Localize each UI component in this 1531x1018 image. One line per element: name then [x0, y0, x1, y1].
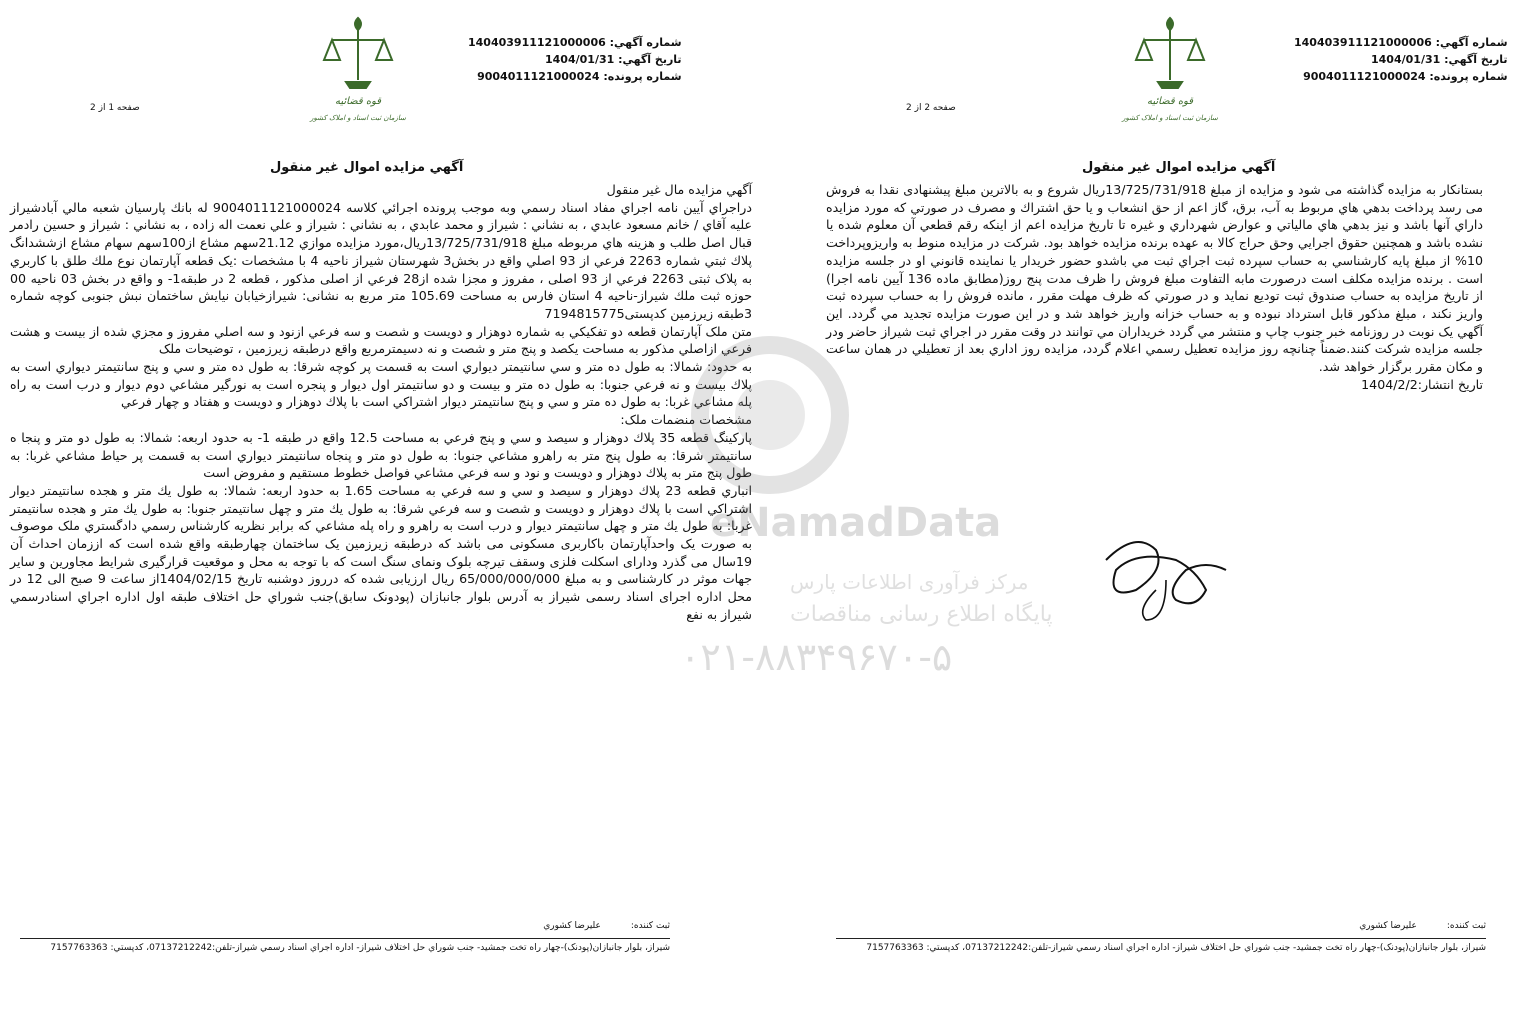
- body-paragraph: به حدود: شمالا: به طول ده متر و سي سانتيمتر ديواري است به قسمت پر كوچه شرقا: به طول ده متر و سي و پنج سانتيمتر ديواري است به پلاك بيست و نه فرعي جنوبا: به طول ده متر و بيست و دو سانتيمتر اول ديوار و پنجره است به نورگير مشاعي دوم ديوار و درب است به راه پله مشاعي غربا: به طول ده متر و سي و پنج سانتيمتر ديوار اشتراكي است با پلاك دوهزار و دويست و هفتاد و چهار فرعي: [5, 359, 752, 410]
- watermark-line1: مرکز فرآوری اطلاعات پارس: [790, 570, 1029, 594]
- body-paragraph: انباري قطعه 23 پلاك دوهزار و سيصد و سي و سه فرعي به مساحت 1.65 به حدود اربعه: شمالا: به طول يك متر و هجده سانتيمتر ديوار اشتراكي است با پلاك دوهزار و دويست و شصت و سه فرعي شرقا: به طول يك متر و چهل سانتيمتر جنوبا: به طول يك متر و هجده سانتيمتر غربا: به طول يك متر و چهل سانتيمتر ديوار و درب است به راهرو و راه پله مشاعي كه برابر نظريه كارشناس رسمي دادگستري ملک موصوف به صورت يک واحدآپارتمان باكاربری مسكونی می باشد كه درطبقه زيرزمين يک ساختمان چهارطبقه واقع شده است كه اززمان احداث آن 19سال می گذرد ودارای اسكلت فلزی وسقف تيرچه بلوک ونمای سنگ است كه با توجه به محل و موقعيت قرارگيری شرايط مجاورين و ساير جهات موثر در كارشناسی و به مبلغ 65/000/000/000 ريال ارزيابی شده كه درروز دوشنبه تاريخ 1404/02/15از ساعت 9 صبح الی 12 در محل اداره اجرای اسناد رسمی شيراز به آدرس بلوار جانبازان (پودونک سابق)جنب شوراي حل اختلاف طبقه اول اداره اجراي اسنادرسمي شيراز به نفع: [5, 482, 753, 622]
- watermark-brand: eNamadData: [710, 500, 1002, 546]
- body-paragraph: دراجراي آيين نامه اجراي مفاد اسناد رسمي وبه موجب پرونده اجرائي كلاسه 9004011121000024 له بانك پارسيان شعبه مالي آبادشيراز عليه آقاي / خانم مسعود عابدي ، به نشاني : شيراز و محمد عابدي ، به نشاني : شيراز و علي نعمت اله زاده ، به نشاني : شيراز و حسين رادمر قبال اصل طلب و هزينه هاي مربوطه مبلغ 13/725/731/918ريال،مورد مزايده موازي 21.12سهم مشاع از100سهم سهام مشاع ازششدانگ پلاك ثبتي شماره 2263 فرعي از 93 اصلي واقع در بخش3 شهرستان شيراز ناحيه 4 با مشخصات :يک قطعه آپارتمان نوع ملك طلق با كاربري به پلاک ثبتی 2263 فرعي از 93 اصلی ، مفروز و مجزا شده از28 فرعي از اصلی مذكور ، قطعه 2 در طبقه1- و واقع در بخش 03 ناحيه 00 حوزه ثبت ملك شيراز-ناحيه 4 استان فارس به مساحت 105.69 متر مربع به نشانی: شيرازخيابان نيايش ساختمان نبش جنوبی كوچه شماره 3طبقه زيرزمين كدپستی7194815775: [5, 199, 753, 321]
- judiciary-emblem-icon: [310, 8, 406, 128]
- body-paragraph: آگهي مزايده مال غير منقول: [606, 182, 752, 197]
- footer: [836, 920, 1486, 954]
- footer: [20, 920, 670, 954]
- body-paragraph: مشخصات منضمات ملک:: [620, 412, 752, 428]
- notice-date-row: [468, 51, 682, 68]
- notice-title: آگهي مزايده اموال غير منقول: [270, 160, 464, 175]
- notice-meta: [1294, 34, 1508, 85]
- file-number-label: شماره پرونده:: [603, 70, 682, 83]
- notice-date-label: تاريخ آگهي:: [1444, 53, 1508, 66]
- notice-date-label: تاريخ آگهي:: [618, 53, 682, 66]
- file-number: 9004011121000024: [477, 70, 600, 83]
- notice-title: آگهي مزايده اموال غير منقول: [1082, 160, 1276, 175]
- body-paragraph: پاركينگ قطعه 35 پلاك دوهزار و سيصد و سي و پنج فرعي به مساحت 12.5 واقع در طبقه 1- به حدود اربعه: شمالا: به طول دو متر و پنجا ه سانتيمتر شرقا: به طول پنج متر به راهرو مشاعي جنوبا: به طول دو متر و پنجاه سانتيمتر ديواري است به قسمت پر حياط مشاعي غربا: به طول پنج متر به پلاك دوهزار و دويست و نود و سه فرعي مشاعي فواصل خطوط مستقيم و مفروض است: [5, 429, 752, 481]
- watermark-phone: ۰۲۱-۸۸۳۴۹۶۷۰-۵: [680, 635, 953, 679]
- notice-date: 1404/01/31: [1371, 53, 1441, 66]
- page-number: صفحه 2 از 2: [906, 103, 956, 113]
- notice-body: [5, 181, 753, 624]
- page-right: [766, 0, 1531, 1018]
- notice-date-row: [1294, 51, 1508, 68]
- footer-divider: [20, 938, 670, 939]
- registrar-name: عليرضا كشوري: [543, 921, 601, 931]
- notice-number-row: [1294, 34, 1508, 51]
- judiciary-emblem-icon: [1122, 8, 1218, 128]
- notice-number: 140403911121000006: [468, 36, 606, 49]
- notice-number: 140403911121000006: [1294, 36, 1432, 49]
- notice-number-row: [468, 34, 682, 51]
- page-number: صفحه 1 از 2: [90, 103, 140, 113]
- body-paragraph: متن ملک آپارتمان قطعه دو تفكيكي به شماره دوهزار و دويست و شصت و سه فرعي ازنود و سه اصلي مفروز و مجزي شده از بيست و هشت فرعي ازاصلي مذكور به مساحت يكصد و پنج متر و شصت و نه دسيمترمربع واقع درطبقه زيرزمين ، توضيحات ملک: [5, 323, 752, 357]
- registrar-label: ثبت کننده:: [630, 921, 670, 931]
- org-line2: سازمان ثبت اسناد و املاک کشور: [310, 114, 406, 122]
- registrar-name: عليرضا كشوري: [1359, 921, 1417, 931]
- office-address: شيراز، بلوار جانبازان(پودنک)-چهار راه تخت جمشيد- جنب شوراي حل اختلاف شيراز- اداره اجراي اسناد رسمي شيراز-تلفن:07137212242، کدپستي: 7157763363: [50, 943, 670, 953]
- footer-divider: [836, 938, 1486, 939]
- notice-body: [821, 181, 1483, 393]
- watermark-line2: پایگاه اطلاع رسانی مناقصات: [790, 602, 1053, 627]
- file-number-label: شماره پرونده:: [1429, 70, 1508, 83]
- publish-date: تاريخ انتشار:1404/2/2: [1361, 376, 1483, 392]
- notice-date: 1404/01/31: [545, 53, 615, 66]
- notice-number-label: شماره آگهي:: [609, 36, 682, 49]
- org-line1: قوه قضائیه: [1146, 96, 1194, 107]
- org-line2: سازمان ثبت اسناد و املاک کشور: [1122, 114, 1218, 122]
- office-address: شيراز، بلوار جانبازان(پودنک)-چهار راه تخت جمشيد- جنب شوراي حل اختلاف شيراز- اداره اجراي اسناد رسمي شيراز-تلفن:07137212242، کدپستي: 7157763363: [866, 943, 1486, 953]
- registrar-label: ثبت کننده:: [1446, 921, 1486, 931]
- signature-image: [1086, 500, 1236, 640]
- file-number-row: [468, 68, 682, 85]
- file-number-row: [1294, 68, 1508, 85]
- notice-meta: [468, 34, 682, 85]
- file-number: 9004011121000024: [1303, 70, 1426, 83]
- registrar: [836, 920, 1486, 932]
- notice-number-label: شماره آگهي:: [1435, 36, 1508, 49]
- org-line1: قوه قضائیه: [334, 96, 382, 107]
- page-left: [0, 0, 765, 1018]
- body-paragraph: بستانكار به مزايده گذاشته می شود و مزايده از مبلغ 13/725/731/918ريال شروع و به بالاترين مبلغ پيشنهادی نقدا به فروش می رسد پرداخت بدهي هاي مربوط به آب، برق، گاز اعم از حق انشعاب و يا حق اشتراك و مصرف در صورتي كه مورد مزايده داراي آنها باشد و نيز بدهي هاي مالياتي و عوارض شهرداري و غيره تا تاريخ مزايده اعم از اينكه رقم قطعي آن معلوم شده يا نشده باشد و همچنين حقوق اجرايي وحق حراج كالا به عهده برنده مزايده خواهد بود. شركت در مزايده منوط به واريزوپرداخت 10% از مبلغ پايه كارشناسي به حساب سپرده ثبت اجراي ثبت مي باشدو حضور خريدار يا نماينده قانوني او در جلسه مزايده است . برنده مزايده مكلف است درصورت مابه التفاوت مبلغ فروش را ظرف مدت پنج روز(مطابق ماده 136 آيين نامه اجرا) از تاريخ مزايده به حساب صندوق ثبت توديع نمايد و در صورتي كه ظرف مهلت مقرر ، مانده فروش را به حساب سپرده ثبت واريز نكند ، مبلغ مذكور قابل استرداد نبوده و به حساب خزانه واريز خواهد شد و در اين صورت مزايده تجديد مي گردد. اين آگهي يک نوبت در روزنامه خبر جنوب چاپ و منتشر مي گردد خريداران مي توانند در وقت مقرر در اجراي ثبت شيراز حاضر ودر جلسه مزايده شركت كنند.ضمناً چنانچه روز مزايده تعطيل رسمي اعلام گردد، مزايده روز اداري بعد از تعطيلي در همان ساعت و مكان مقرر برگزار خواهد شد.: [821, 182, 1483, 375]
- registrar: [20, 920, 670, 932]
